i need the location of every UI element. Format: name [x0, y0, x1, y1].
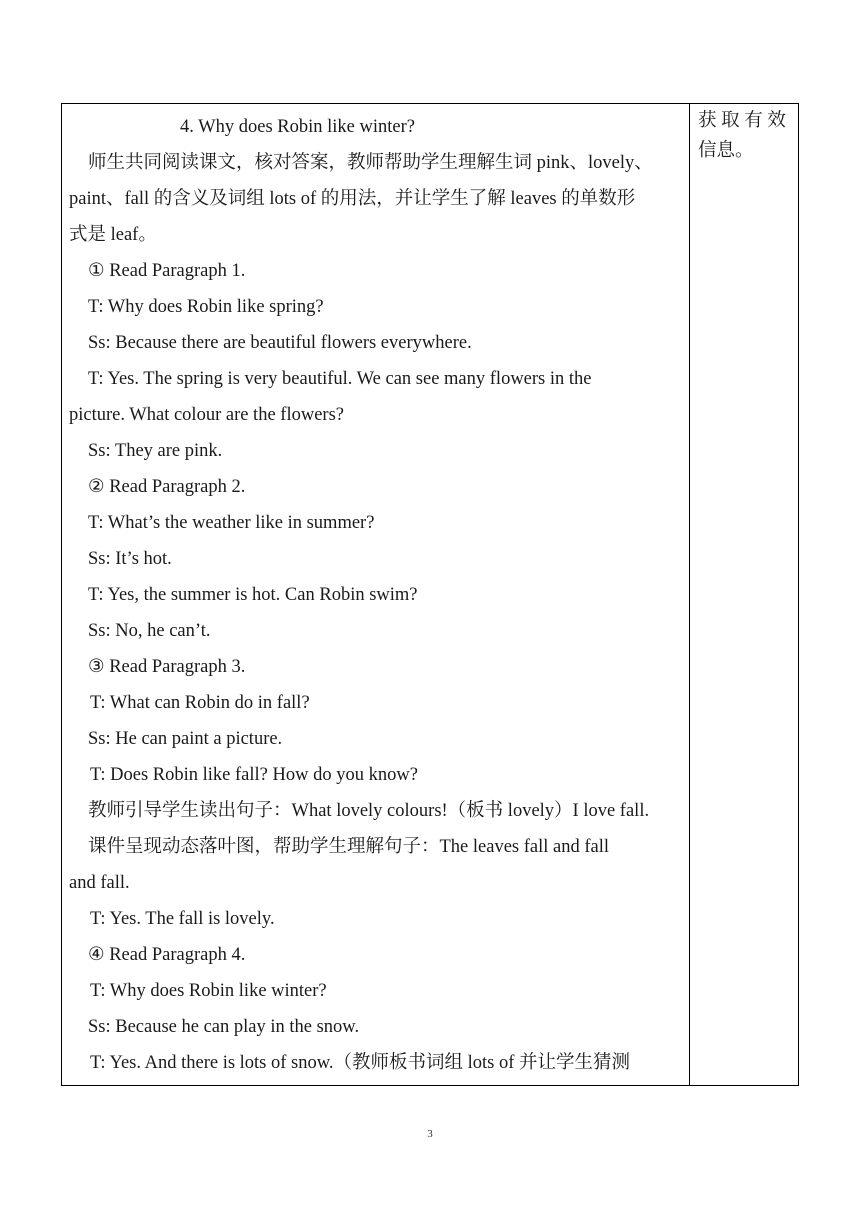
dialogue-line: T: Yes. The spring is very beautiful. We can see many flowers in the	[88, 369, 592, 389]
page-number: 3	[427, 1128, 433, 1140]
instruction-line: 师生共同阅读课文，核对答案，教师帮助学生理解生词 pink、lovely、	[88, 153, 653, 173]
dialogue-line: T: Yes, the summer is hot. Can Robin swim?	[88, 585, 418, 605]
paragraph-heading: ② Read Paragraph 2.	[88, 477, 246, 497]
instruction-line: 课件呈现动态落叶图，帮助学生理解句子：The leaves fall and fall	[88, 837, 610, 857]
instruction-line: 教师引导学生读出句子：What lovely colours!（板书 lovely）I love fall.	[88, 801, 650, 821]
dialogue-line: Ss: They are pink.	[88, 441, 223, 461]
purpose-cell	[690, 104, 800, 1085]
dialogue-line: Ss: Because he can play in the snow.	[88, 1017, 360, 1037]
purpose-text-line: 获 取 有 效	[698, 111, 786, 131]
dialogue-line: Ss: It’s hot.	[88, 549, 172, 569]
paragraph-heading: ③ Read Paragraph 3.	[88, 657, 246, 677]
dialogue-line: Ss: Because there are beautiful flowers everywhere.	[88, 333, 472, 353]
paragraph-heading: ① Read Paragraph 1.	[88, 261, 246, 281]
dialogue-line: Ss: He can paint a picture.	[88, 729, 283, 749]
dialogue-line: T: What’s the weather like in summer?	[88, 513, 375, 533]
instruction-line: and fall.	[69, 873, 130, 893]
dialogue-line: T: What can Robin do in fall?	[90, 693, 310, 713]
instruction-line: paint、fall 的含义及词组 lots of 的用法，并让学生了解 leaves 的单数形	[69, 189, 636, 209]
purpose-text-line: 信息。	[698, 141, 754, 161]
dialogue-line: picture. What colour are the flowers?	[69, 405, 344, 425]
dialogue-line: T: Does Robin like fall? How do you know?	[90, 765, 418, 785]
lesson-table	[61, 103, 799, 1086]
dialogue-line: T: Yes. The fall is lovely.	[90, 909, 275, 929]
instruction-line: 式是 leaf。	[69, 225, 157, 245]
question-line: 4. Why does Robin like winter?	[180, 117, 415, 137]
dialogue-line: T: Why does Robin like spring?	[88, 297, 324, 317]
dialogue-line: T: Yes. And there is lots of snow.（教师板书词组 lots of 并让学生猜测	[90, 1053, 631, 1073]
lesson-procedure-cell	[62, 104, 689, 1085]
paragraph-heading: ④ Read Paragraph 4.	[88, 945, 246, 965]
dialogue-line: Ss: No, he can’t.	[88, 621, 211, 641]
dialogue-line: T: Why does Robin like winter?	[90, 981, 327, 1001]
